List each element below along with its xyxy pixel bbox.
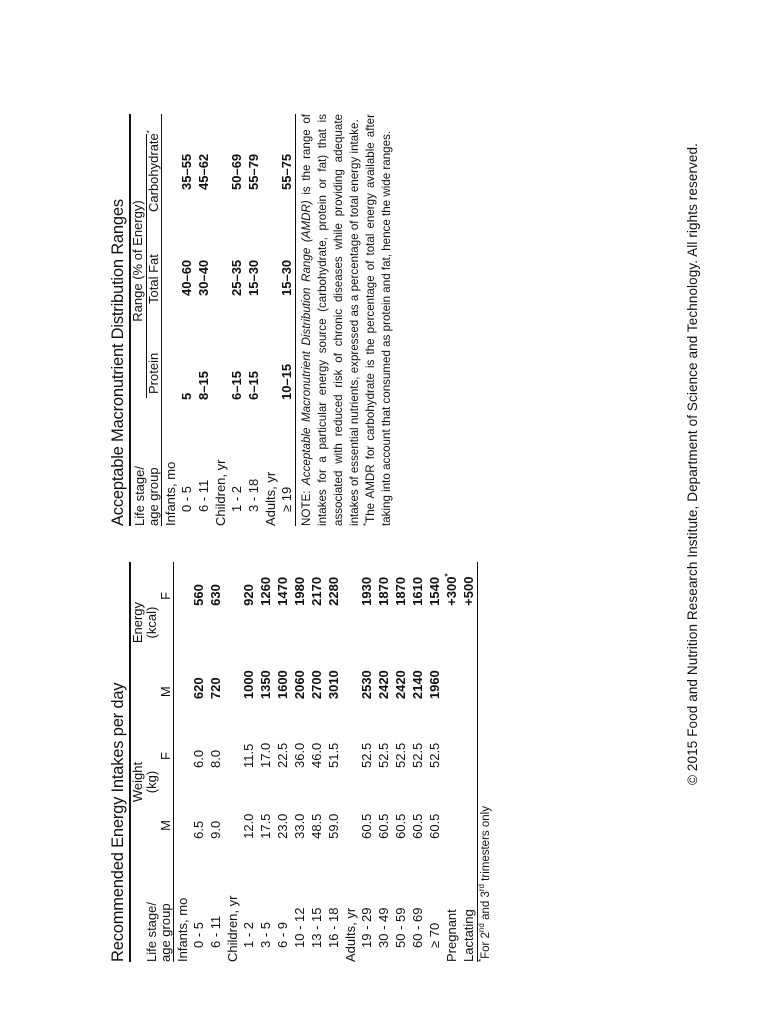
- weight-f-cell: 6.0: [191, 749, 206, 769]
- age-cell: 19 - 29: [359, 907, 374, 948]
- fat-cell: 25–35: [229, 259, 244, 296]
- lactating-label: Lactating: [461, 909, 476, 962]
- table-row: [278, 114, 295, 526]
- energy-m-cell: 2420: [393, 670, 408, 700]
- protein-cell: 5: [179, 392, 194, 400]
- fat-cell: 30–40: [196, 259, 211, 296]
- pregnant-label: Pregnant: [444, 909, 459, 962]
- energy-m-cell: 1000: [241, 670, 256, 700]
- fat-cell: 15–30: [246, 259, 261, 296]
- table-row: [375, 562, 392, 962]
- age-cell: 6 - 11: [208, 915, 223, 948]
- energy-f-cell: 920: [241, 584, 256, 606]
- weight-f-cell: 52.5: [427, 742, 442, 769]
- age-cell: 10 - 12: [292, 907, 307, 948]
- energy-f-cell: 1930: [359, 576, 374, 606]
- table-row: [257, 562, 274, 962]
- amdr-group-children: Children, yr: [213, 459, 228, 526]
- fat-cell: 40–60: [179, 259, 194, 296]
- table-row: [207, 562, 224, 962]
- energy-m-cell: 720: [208, 677, 223, 700]
- age-cell: 0 - 5: [179, 485, 194, 512]
- energy-f-cell: 560: [191, 584, 206, 606]
- group-infants: Infants, mo: [175, 897, 190, 962]
- energy-m-cell: 2140: [410, 670, 425, 700]
- energy-f-cell: 1980: [292, 576, 307, 606]
- age-cell: 1 - 2: [229, 485, 244, 512]
- table-row: [308, 562, 325, 962]
- table-row: [392, 562, 409, 962]
- weight-f-cell: 52.5: [410, 742, 425, 769]
- weight-f-cell: 17.0: [258, 742, 273, 769]
- weight-m-cell: 33.0: [292, 813, 307, 839]
- protein-cell: 8–15: [196, 371, 211, 400]
- age-cell: 0 - 5: [191, 921, 206, 948]
- weight-f-cell: 52.5: [393, 742, 408, 769]
- energy-footnote: *For 2nd and 3rd trimesters only: [477, 806, 492, 962]
- amdr-bottom-rule: [295, 114, 296, 526]
- table-row: [291, 562, 308, 962]
- copyright-notice: © 2015 Food and Nutrition Research Institute, Department of Science and Technology. All rights reserved.: [685, 143, 700, 785]
- amdr-note: NOTE: Acceptable Macronutrient Distribution Range (AMDR) is the range of intakes for a particular energy source (carbohydrate, protein or fat) that is associated with reduced risk of chronic diseases while providing adequate intakes of essential nutrients, expressed as a percentage of total energy intake.: [300, 114, 361, 526]
- amdr-age-group-header: age group: [146, 467, 161, 526]
- amdr-range-header: Range (% of Energy): [131, 114, 147, 408]
- age-cell: ≥ 19: [279, 486, 294, 512]
- age-cell: 6 - 11: [196, 479, 211, 512]
- weight-f-cell: 46.0: [309, 742, 324, 769]
- weight-header: Weight (kg): [130, 761, 159, 803]
- energy-m-cell: 1600: [275, 670, 290, 700]
- weight-m-cell: 60.5: [376, 813, 391, 839]
- weight-m-cell: 60.5: [427, 813, 442, 839]
- amdr-life-stage-header: Life stage/: [132, 466, 147, 526]
- energy-f-cell: 2280: [326, 576, 341, 606]
- energy-intake-table: [131, 562, 477, 962]
- weight-m-cell: 60.5: [393, 813, 408, 839]
- age-cell: 13 - 15: [309, 907, 324, 948]
- age-cell: 16 - 18: [326, 907, 341, 948]
- energy-intake-table-block: [108, 562, 494, 962]
- energy-header-row-1: [131, 562, 159, 962]
- energy-f-cell: 1610: [410, 576, 425, 606]
- table-row: [190, 562, 207, 962]
- energy-f-cell: 1260: [258, 576, 273, 606]
- fat-cell: 15–30: [279, 259, 294, 296]
- energy-m-cell: 2530: [359, 670, 374, 700]
- weight-m-cell: 60.5: [359, 813, 374, 839]
- age-group-header: age group: [158, 903, 173, 962]
- weight-f-header: F: [158, 752, 173, 761]
- weight-m-cell: 9.0: [208, 820, 223, 839]
- energy-m-header: M: [158, 686, 173, 698]
- amdr-table: [131, 114, 295, 526]
- pregnant-energy-cell: +300*: [443, 573, 459, 606]
- amdr-table-title: Acceptable Macronutrient Distribution Ranges: [109, 199, 127, 526]
- energy-f-cell: 1870: [393, 576, 408, 606]
- weight-m-cell: 48.5: [309, 813, 324, 839]
- amdr-table-block: [108, 114, 395, 526]
- table-row-lactating: [460, 562, 477, 962]
- age-cell: 6 - 9: [275, 921, 290, 948]
- weight-m-cell: 12.0: [241, 813, 256, 839]
- energy-m-cell: 620: [191, 677, 206, 700]
- carb-cell: 50–69: [229, 153, 244, 190]
- protein-cell: 6–15: [229, 371, 244, 400]
- amdr-carb-note: *The AMDR for carbohydrate is the percentage of total energy available after taking into account that consumed as protein and fat, hence the wide ranges.: [362, 114, 393, 526]
- weight-f-cell: 22.5: [275, 742, 290, 769]
- weight-f-cell: 52.5: [359, 742, 374, 769]
- energy-table-title: Recommended Energy Intakes per day: [109, 682, 127, 962]
- table-row: [195, 114, 212, 526]
- energy-f-cell: 2170: [309, 576, 324, 606]
- amdr-header-row-2: [147, 114, 161, 526]
- weight-f-cell: 52.5: [376, 742, 391, 769]
- table-row: [178, 114, 195, 526]
- energy-header-row-2: [159, 562, 173, 962]
- age-cell: ≥ 70: [427, 922, 442, 948]
- amdr-group-infants: Infants, mo: [163, 461, 178, 526]
- energy-f-cell: 1470: [275, 576, 290, 606]
- weight-m-cell: 60.5: [410, 813, 425, 839]
- carb-cell: 45–62: [196, 153, 211, 190]
- carb-cell: 55–79: [246, 153, 261, 190]
- table-row: [325, 562, 342, 962]
- table-row: [245, 114, 262, 526]
- energy-bottom-rule: [477, 562, 478, 962]
- energy-f-cell: 1540: [427, 576, 442, 606]
- protein-header: Protein: [146, 352, 161, 394]
- energy-m-cell: 2700: [309, 670, 324, 700]
- amdr-group-adults: Adults, yr: [263, 471, 278, 526]
- age-cell: 50 - 59: [393, 907, 408, 948]
- energy-m-cell: 1960: [427, 670, 442, 700]
- table-row: [228, 114, 245, 526]
- group-children: Children, yr: [225, 895, 240, 962]
- table-row: [409, 562, 426, 962]
- group-adults: Adults, yr: [343, 907, 358, 962]
- carbohydrate-header: Carbohydrate*: [145, 130, 161, 212]
- energy-f-cell: 1870: [376, 576, 391, 606]
- age-cell: 60 - 69: [410, 907, 425, 948]
- lactating-energy-cell: +500: [461, 576, 476, 606]
- weight-f-cell: 11.5: [241, 743, 256, 769]
- energy-m-cell: 2420: [376, 670, 391, 700]
- weight-m-cell: 59.0: [326, 813, 341, 839]
- energy-m-cell: 2060: [292, 670, 307, 700]
- weight-m-cell: 17.5: [258, 813, 273, 839]
- weight-m-header: M: [158, 820, 173, 831]
- table-row: [426, 562, 443, 962]
- weight-f-cell: 8.0: [208, 749, 223, 769]
- life-stage-header: Life stage/: [144, 902, 159, 962]
- energy-m-cell: 1350: [258, 670, 273, 700]
- energy-m-cell: 3010: [326, 670, 341, 700]
- weight-f-cell: 51.5: [326, 742, 341, 769]
- weight-m-cell: 23.0: [275, 813, 290, 839]
- age-cell: 3 - 5: [258, 921, 273, 948]
- weight-f-cell: 36.0: [292, 742, 307, 769]
- weight-m-cell: 6.5: [191, 820, 206, 839]
- table-row: [358, 562, 375, 962]
- amdr-header-row-1: [131, 114, 147, 526]
- carb-cell: 35–55: [179, 153, 194, 190]
- protein-cell: 10–15: [279, 363, 294, 400]
- protein-cell: 6–15: [246, 371, 261, 400]
- age-cell: 1 - 2: [241, 921, 256, 948]
- total-fat-header: Total Fat: [146, 254, 161, 304]
- energy-f-header: F: [158, 591, 173, 600]
- carb-cell: 55–75: [279, 153, 294, 190]
- table-row-pregnant: [443, 562, 460, 962]
- energy-kcal-header: Energy (kcal): [130, 601, 159, 644]
- age-cell: 30 - 49: [376, 907, 391, 948]
- energy-f-cell: 630: [208, 584, 223, 606]
- table-row: [274, 562, 291, 962]
- age-cell: 3 - 18: [246, 478, 261, 512]
- table-row: [240, 562, 257, 962]
